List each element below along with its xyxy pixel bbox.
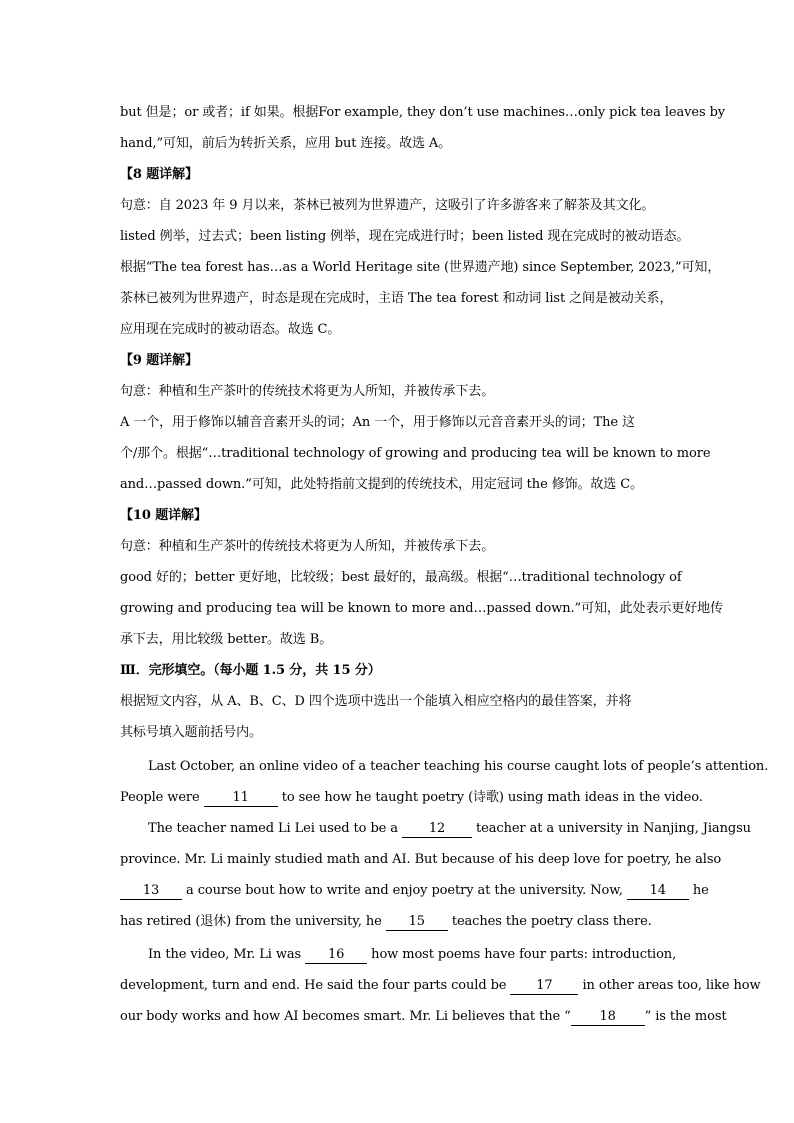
passage-line xyxy=(120,881,709,901)
passage-text: has retired (退休) from the university, he xyxy=(120,914,386,929)
section-heading: 【8 题详解】 xyxy=(120,167,198,182)
passage-line xyxy=(148,945,676,965)
passage-text: ” is the most xyxy=(644,1009,727,1024)
text-line: hand,”可知，前后为转折关系，应用 but 连接。故选 A。 xyxy=(120,136,452,151)
passage-line xyxy=(120,912,676,932)
text-line: 句意：种植和生产茶叶的传统技术将更为人所知，并被传承下去。 xyxy=(120,384,495,399)
passage-text: teacher at a university in Nanjing, Jiangsu xyxy=(471,821,751,836)
text-line: good 好的；better 更好地，比较级；best 最好的，最高级。根据“…traditional technology of xyxy=(120,570,682,585)
passage-text: The teacher named Li Lei used to be a xyxy=(148,821,402,836)
text-line: 句意：种植和生产茶叶的传统技术将更为人所知，并被传承下去。 xyxy=(120,539,495,554)
blank-17: 17 xyxy=(510,978,578,995)
blank-18: 18 xyxy=(571,1009,645,1026)
text-line: 句意：自 2023 年 9 月以来，茶林已被列为世界遗产，这吸引了许多游客来了解茶及其文化。 xyxy=(120,198,655,213)
section-heading: 【9 题详解】 xyxy=(120,353,198,368)
text-line: 个/那个。根据“…traditional technology of growing and producing tea will be known to more xyxy=(120,446,711,461)
passage-text: People were xyxy=(120,790,204,805)
text-line: 应用现在完成时的被动语态。故选 C。 xyxy=(120,322,341,337)
passage-text: teaches the poetry class there. xyxy=(447,914,652,929)
passage-line: Last October, an online video of a teacher teaching his course caught lots of people’s attention. xyxy=(148,759,769,774)
passage-line xyxy=(120,1007,727,1027)
passage-text: he xyxy=(688,883,709,898)
passage-line xyxy=(148,819,751,839)
passage-line: province. Mr. Li mainly studied math and AI. But because of his deep love for poetry, he also xyxy=(120,852,722,867)
blank-12: 12 xyxy=(402,821,472,838)
text-line: 茶林已被列为世界遗产，时态是现在完成时，主语 The tea forest 和动词 list 之间是被动关系， xyxy=(120,291,673,306)
section-heading: 【10 题详解】 xyxy=(120,508,207,523)
text-line: but 但是；or 或者；if 如果。根据For example, they don’t use machines…only pick tea leaves by xyxy=(120,105,726,120)
text-line: listed 例举，过去式；been listing 例举，现在完成进行时；been listed 现在完成时的被动语态。 xyxy=(120,229,690,244)
part-heading: Ⅲ．完形填空。（每小题 1.5 分，共 15 分） xyxy=(120,663,381,678)
text-line: growing and producing tea will be known to more and…passed down.”可知，此处表示更好地传 xyxy=(120,601,723,616)
blank-15: 15 xyxy=(386,914,448,931)
blank-13: 13 xyxy=(120,883,182,900)
passage-text: in other areas too, like how xyxy=(578,978,761,993)
blank-11: 11 xyxy=(204,790,278,807)
text-line: and…passed down.”可知，此处特指前文提到的传统技术，用定冠词 the 修饰。故选 C。 xyxy=(120,477,643,492)
blank-14: 14 xyxy=(627,883,689,900)
text-line: 承下去，用比较级 better。故选 B。 xyxy=(120,632,333,647)
passage-line xyxy=(120,788,703,808)
passage-text: In the video, Mr. Li was xyxy=(148,947,306,962)
passage-text: how most poems have four parts: introduction, xyxy=(367,947,677,962)
text-line: A 一个，用于修饰以辅音音素开头的词；An 一个，用于修饰以元音音素开头的词；The 这 xyxy=(120,415,635,430)
passage-text: to see how he taught poetry (诗歌) using math ideas in the video. xyxy=(277,790,703,805)
passage-line xyxy=(120,976,761,996)
passage-text: development, turn and end. He said the four parts could be xyxy=(120,978,511,993)
instruction-line: 其标号填入题前括号内。 xyxy=(120,725,262,740)
blank-16: 16 xyxy=(305,947,367,964)
text-line: 根据“The tea forest has…as a World Heritage site (世界遗产地) since September, 2023,”可知， xyxy=(120,260,721,275)
passage-text: our body works and how AI becomes smart. Mr. Li believes that the “ xyxy=(120,1009,571,1024)
passage-text: a course bout how to write and enjoy poetry at the university. Now, xyxy=(182,883,627,898)
instruction-line: 根据短文内容，从 A、B、C、D 四个选项中选出一个能填入相应空格内的最佳答案，并将 xyxy=(120,694,632,709)
